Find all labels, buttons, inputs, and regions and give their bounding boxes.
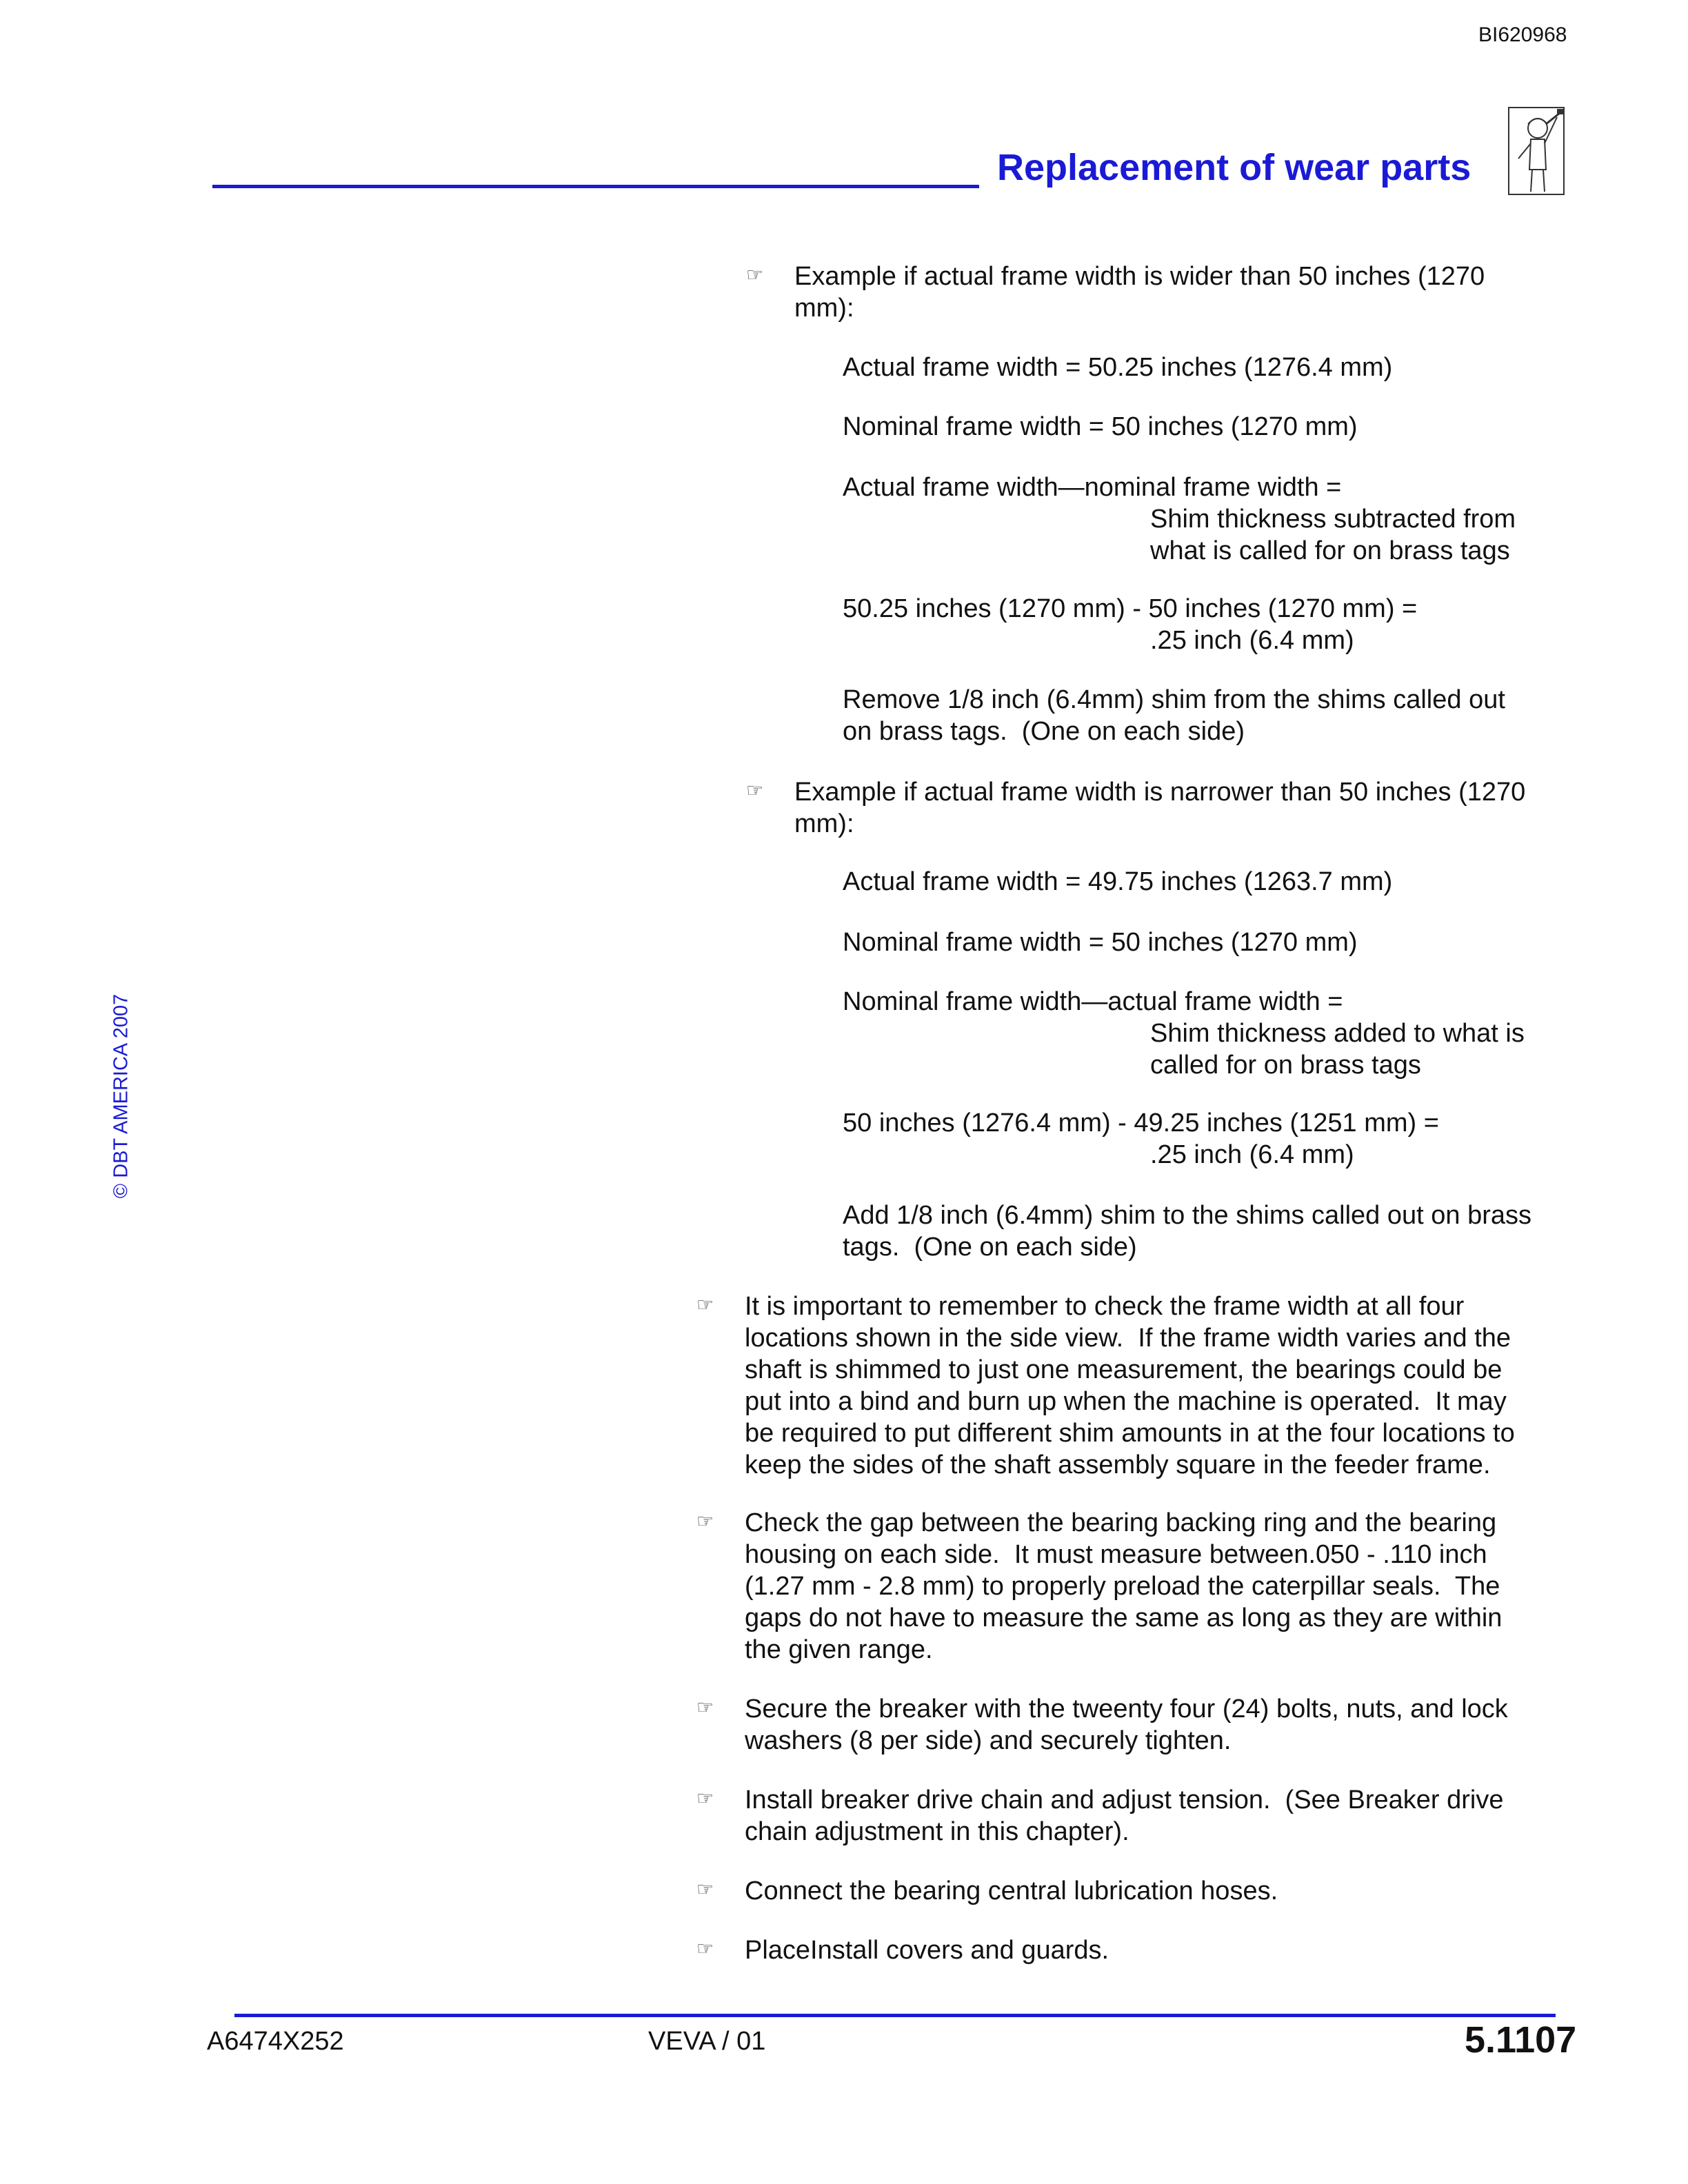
list-item: Install breaker drive chain and adjust tension. (See Breaker drive chain adjustment in this chapter). [745,1786,1504,1846]
list-item: It is important to remember to check the frame width at all four locations shown in the side view. If the frame width varies and the shaft is shimmed to just one measurement, the bearings could be put into a bind and burn up when the machine is operated. It may be required to put different shim amounts in at the four locations to keep the sides of the shaft assembly square in the feeder frame. [745,1292,1515,1479]
example-wider-calc-result: .25 inch (6.4 mm) [1150,626,1354,655]
page-number: 5.1107 [1465,2019,1577,2061]
example-wider-actual: Actual frame width = 50.25 inches (1276.4 mm) [843,353,1393,382]
example-narrower-calc-result: .25 inch (6.4 mm) [1150,1140,1354,1169]
page-title: Replacement of wear parts [997,147,1471,188]
pointing-hand-icon: ☞ [696,1510,714,1533]
list-item: Check the gap between the bearing backing ring and the bearing housing on each side. It must measure between.050 - .110 inch (1.27 mm - 2.8 mm) to properly preload the caterpillar seals. The gaps do not have to measure the same as long as they are within the given range. [745,1508,1503,1664]
mechanic-icon [1503,103,1572,200]
example-narrower-result-desc: Shim thickness added to what is called for on brass tags [1150,1019,1525,1080]
example-wider-calc: 50.25 inches (1270 mm) - 50 inches (1270 mm) = [843,594,1418,623]
pointing-hand-icon: ☞ [746,263,764,286]
header-rule [212,185,979,188]
pointing-hand-icon: ☞ [696,1878,714,1901]
copyright-notice: © DBT AMERICA 2007 [110,993,132,1199]
document-id: BI620968 [1478,23,1567,46]
example-narrower-intro: Example if actual frame width is narrower than 50 inches (1270 mm): [794,778,1526,838]
pointing-hand-icon: ☞ [696,1696,714,1719]
example-wider-formula: Actual frame width—nominal frame width = [843,473,1342,502]
pointing-hand-icon: ☞ [696,1293,714,1316]
example-wider-result-desc: Shim thickness subtracted from what is called for on brass tags [1150,505,1516,565]
example-narrower-formula: Nominal frame width—actual frame width = [843,987,1343,1016]
footer-doc-code: A6474X252 [207,2027,344,2056]
footer-version: VEVA / 01 [648,2027,766,2056]
example-wider-nominal: Nominal frame width = 50 inches (1270 mm) [843,412,1358,441]
example-narrower-calc: 50 inches (1276.4 mm) - 49.25 inches (1251 mm) = [843,1109,1439,1138]
footer-rule [234,2014,1556,2017]
example-wider-action: Remove 1/8 inch (6.4mm) shim from the shims called out on brass tags. (One on each side) [843,685,1505,746]
example-narrower-actual: Actual frame width = 49.75 inches (1263.7 mm) [843,867,1393,896]
pointing-hand-icon: ☞ [746,779,764,802]
pointing-hand-icon: ☞ [696,1937,714,1960]
list-item: PlaceInstall covers and guards. [745,1936,1109,1965]
list-item: Connect the bearing central lubrication hoses. [745,1877,1278,1905]
example-narrower-nominal: Nominal frame width = 50 inches (1270 mm) [843,928,1358,957]
example-narrower-action: Add 1/8 inch (6.4mm) shim to the shims called out on brass tags. (One on each side) [843,1201,1532,1262]
list-item: Secure the breaker with the tweenty four (24) bolts, nuts, and lock washers (8 per side) and securely tighten. [745,1695,1508,1755]
example-wider-intro: Example if actual frame width is wider than 50 inches (1270 mm): [794,262,1485,323]
pointing-hand-icon: ☞ [696,1787,714,1810]
